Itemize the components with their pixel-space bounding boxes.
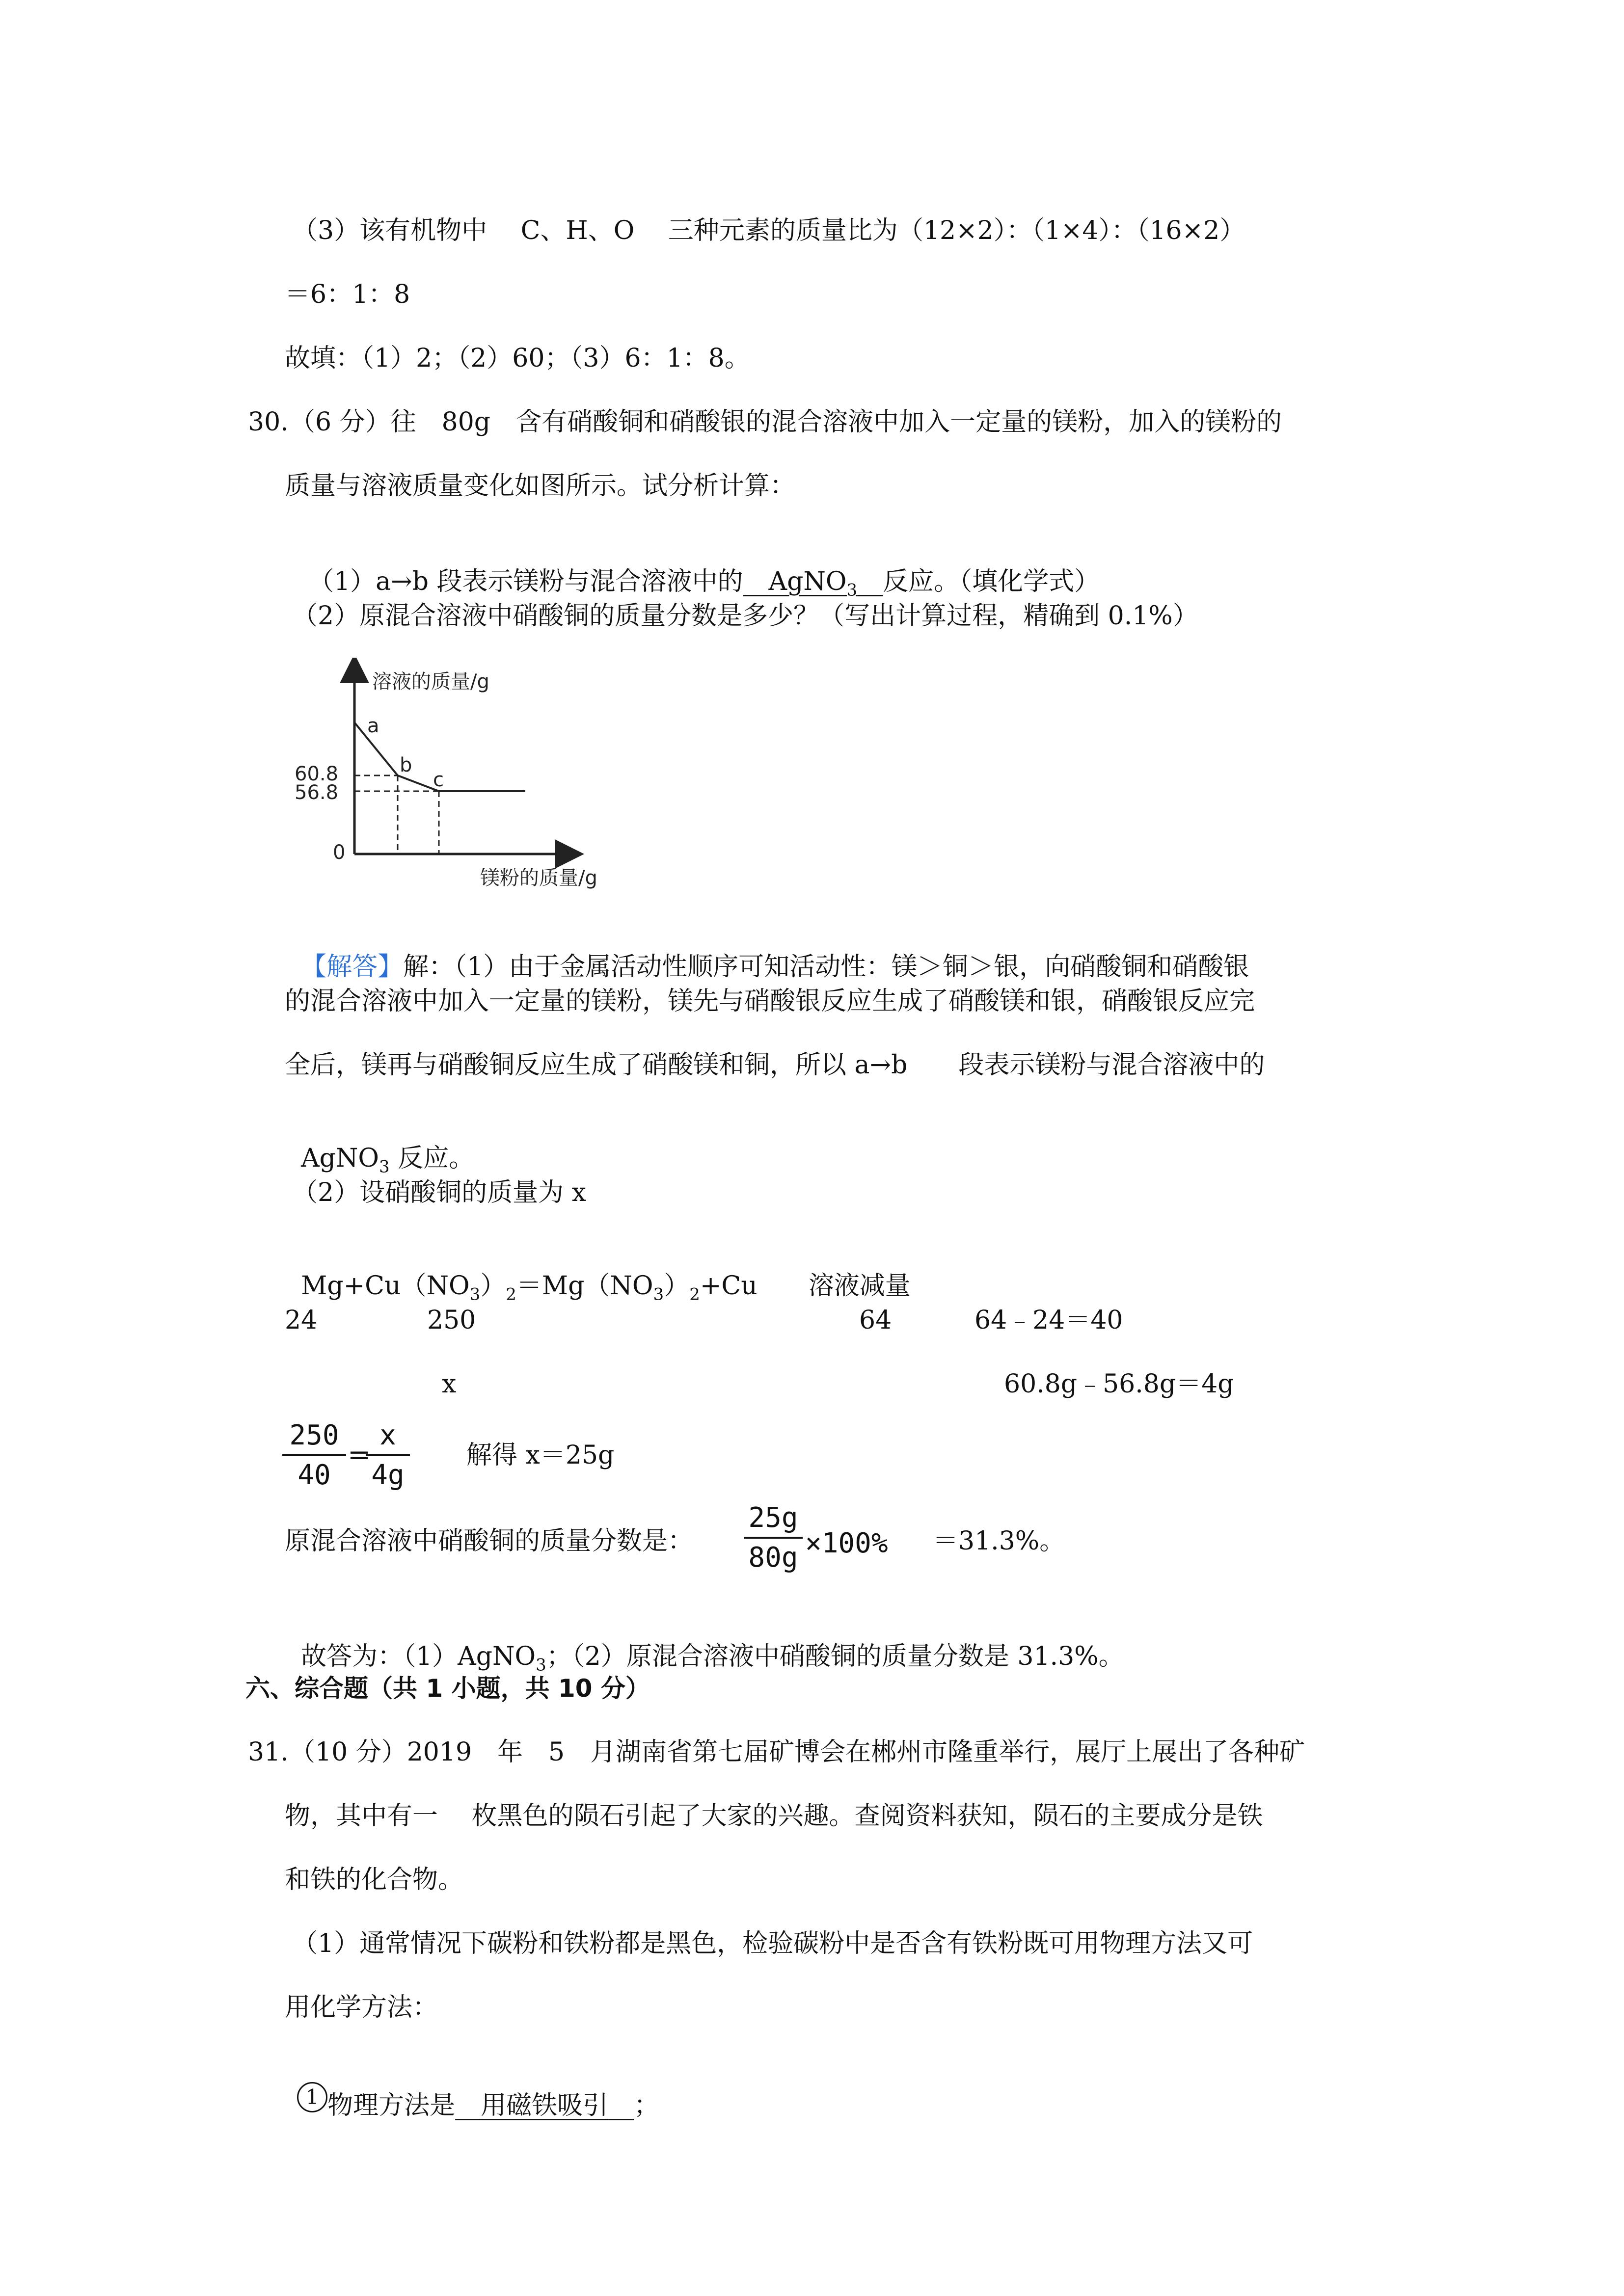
q31-stem-1: （10 分）2019 年 5 月湖南省第七届矿博会在郴州市隆重举行，展厅上展出了各种矿: [290, 1737, 1305, 1767]
q30-sub1: [292, 537, 1100, 605]
graph-origin: 0: [333, 841, 346, 864]
prev-line-3: 故填：（1）2；（2）60；（3）6：1：8。: [285, 344, 750, 373]
q30-number: 30.: [248, 407, 289, 437]
q30-stem-2: 质量与溶液质量变化如图所示。试分析计算：: [285, 471, 796, 501]
graph-point-c: c: [433, 769, 444, 791]
percent-result: ＝31.3%。: [933, 1526, 1065, 1556]
equation: $Mg+Cu(NO_3)_2=Mg(NO_3)_2+Cu$ 溶液减量: [301, 1271, 911, 1305]
answer-part2-intro: （2）设硝酸铜的质量为 x: [292, 1178, 586, 1207]
answer-line-1: [285, 923, 1249, 982]
ratio-row2-x: x: [442, 1369, 457, 1399]
q30-sub2: （2）原混合溶液中硝酸铜的质量分数是多少？（写出计算过程，精确到 0.1%）: [292, 601, 1198, 631]
q30-sub1-prefix: （1）a→b 段表示镁粉与混合溶液中的: [308, 567, 743, 596]
graph-point-b: b: [400, 754, 412, 776]
fraction-25g-80g: 25g 80g: [744, 1502, 803, 1574]
ratio-row1-mg: 24: [285, 1306, 318, 1335]
section-6-heading: 六、综合题（共 1 小题，共 10 分）: [245, 1674, 650, 1703]
prev-line-2: ＝6：1：8: [285, 280, 410, 309]
answer-line-2: 的混合溶液中加入一定量的镁粉，镁先与硝酸银反应生成了硝酸镁和银，硝酸银反应完: [285, 987, 1255, 1016]
q30-graph: [280, 658, 643, 893]
physical-method-answer: 用磁铁吸引: [481, 2091, 609, 2120]
ratio-row1-cuno3: 250: [427, 1306, 476, 1335]
q30-stem-1: （6 分）往 80g 含有硝酸铜和硝酸银的混合溶液中加入一定量的镁粉，加入的镁粉的: [290, 407, 1282, 437]
q30-sub1-suffix: 反应。（填化学式）: [883, 567, 1100, 596]
prev-line-1: （3）该有机物中 C、H、O 三种元素的质量比为（12×2）：（1×4）：（16×2）: [292, 216, 1245, 245]
graph-xlabel: 镁粉的质量/g: [480, 867, 597, 889]
graph-point-a: a: [367, 715, 379, 737]
percent-prefix: 原混合溶液中硝酸铜的质量分数是：: [285, 1526, 694, 1556]
answer-line-4: AgNO$_3$ 反应。: [301, 1144, 475, 1177]
fraction-250-40: 250 40: [282, 1419, 346, 1491]
percent-multiplier: ×100%: [805, 1527, 888, 1559]
q31-stem-2: 物，其中有一 枚黑色的陨石引起了大家的兴趣。查阅资料获知，陨石的主要成分是铁: [285, 1801, 1263, 1831]
q30-sub1-answer: AgNO$_3$: [768, 567, 858, 600]
graph-tick-low: 56.8: [295, 781, 339, 804]
q31-sub1-line-2: 用化学方法：: [285, 1993, 438, 2022]
q31-stem-3: 和铁的化合物。: [285, 1865, 464, 1895]
final-answer: 故答为：（1）AgNO$_3$；（2）原混合溶液中硝酸铜的质量分数是 31.3%。: [301, 1642, 1124, 1675]
q31-sub1-line-1: （1）通常情况下碳粉和铁粉都是黑色，检验碳粉中是否含有铁粉既可用物理方法又可: [292, 1929, 1253, 1958]
answer-tag: 【解答】: [301, 952, 404, 982]
fraction-equals: =: [348, 1439, 371, 1471]
q31-number: 31.: [248, 1737, 289, 1767]
answer-line-3: 全后，镁再与硝酸铜反应生成了硝酸镁和铜，所以 a→b 段表示镁粉与混合溶液中的: [285, 1050, 1265, 1080]
ratio-row2-reduction: 60.8g﹣56.8g＝4g: [1004, 1369, 1234, 1399]
q31-physical-method: 1 物理方法是 用磁铁吸引 ；: [281, 2061, 659, 2120]
ratio-row1-reduction: 64﹣24＝40: [974, 1306, 1123, 1335]
graph-tick-high: 60.8: [295, 763, 339, 785]
answer-text-1: 解：（1）由于金属活动性顺序可知活动性：镁＞铜＞银，向硝酸铜和硝酸银: [403, 952, 1249, 982]
solve-result: 解得 x＝25g: [466, 1441, 615, 1470]
ratio-row1-cu: 64: [859, 1306, 892, 1335]
circled-number-1: 1: [297, 2082, 327, 2112]
graph-ylabel: 溶液的质量/g: [372, 670, 489, 693]
fraction-x-4g: x 4g: [366, 1419, 410, 1491]
